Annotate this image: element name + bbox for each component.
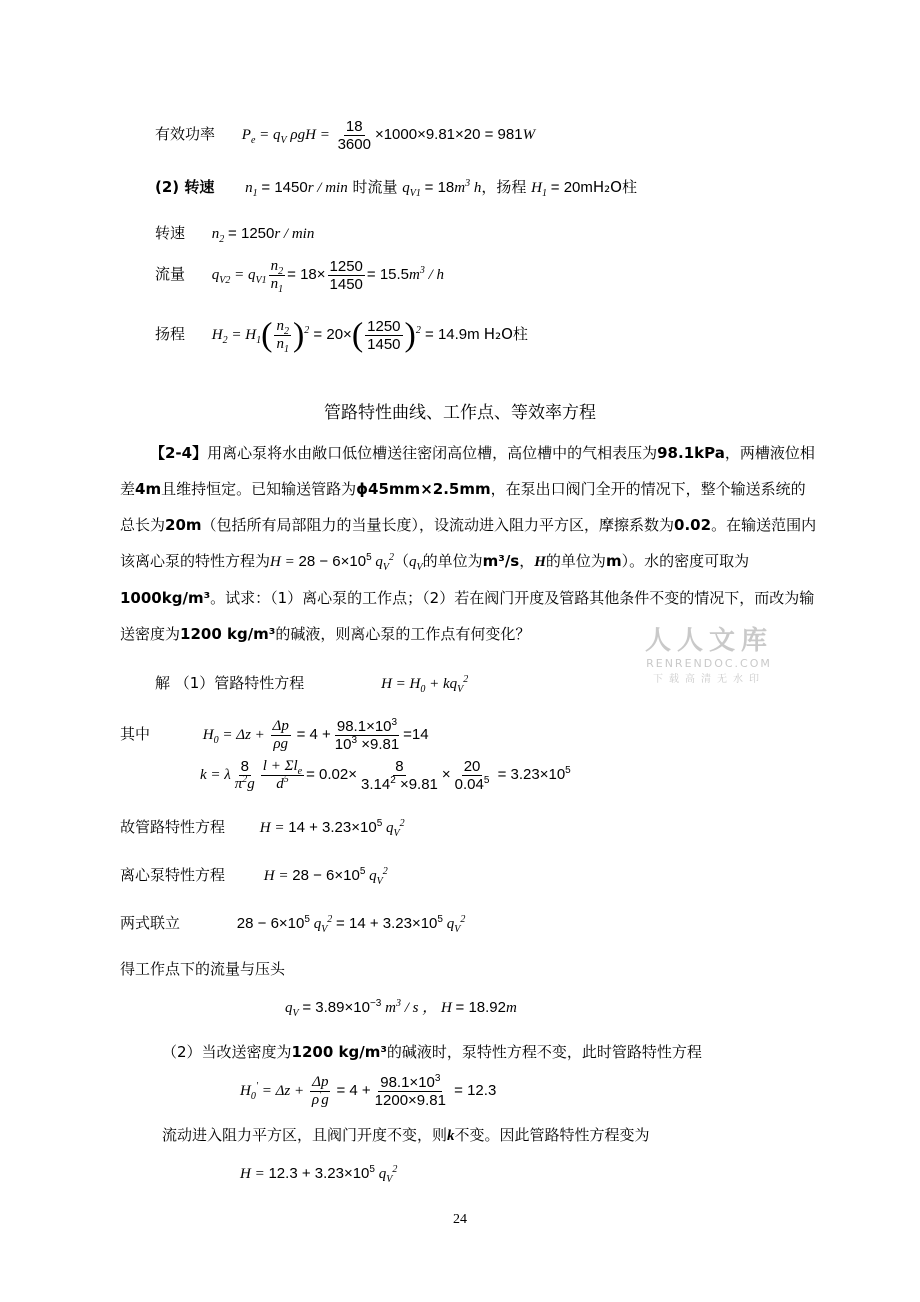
line-effective-power [155,118,535,153]
problem-pipe: ϕ45mm×2.5mm [356,480,491,498]
problem-text-10: 的单位为 [545,552,606,570]
line-part2 [162,1041,702,1062]
part2-text-c: 的碱液时，泵特性方程不变，此时管路特性方程 [386,1043,702,1061]
problem-text-6: 。在输送范围内该离心泵的特性方程为 [120,516,817,570]
problem-text-9: ， [519,552,535,570]
watermark-url: RENRENDOC.COM [646,657,772,670]
line-simultaneous: 两式联立 $28 - 6\times 10^5$ $q_V^2 = 14 + 3.23\times 10^5$ $q_V^2$ [120,914,466,935]
part2-density: 1200 kg/m³ [291,1043,387,1061]
page-number: 24 [453,1212,467,1227]
text-unit-h2o-2: H₂O柱 [483,324,528,343]
problem-density-2: 1200 kg/m³ [180,625,276,643]
text-unit-h2o-1: H₂O柱 [592,178,637,196]
line-h0-prime: $H_0' = \Delta z$ + $\frac{\Delta p}{\rho'g}$ = 4 + $\frac{98.1\times 10^3}{1200\times 9.81}$ = 12.3 [240,1073,497,1109]
label-pipeline-eq: 解 （1）管路特性方程 [155,674,305,692]
line-pump-eq: 离心泵特性方程 $H = 28 - 6\times 10^5$ $q_V^2$ [120,866,388,887]
problem-unit-1: m³/s [482,552,520,570]
label-speed-2: (2) 转速 [155,178,215,196]
label-pipeline-result: 故管路特性方程 [120,818,226,836]
problem-density: 1000kg/m³ [120,589,211,607]
label-flow: 流量 [155,264,186,283]
section-heading: 管路特性曲线、工作点、等效率方程 [324,403,596,423]
problem-text-3: 且维持恒定。已知输送管路为 [161,480,357,498]
problem-text-4: ，在泵出口阀门全开的情况下，整个输送系统的总长为 [120,480,806,534]
watermark-logo: 人人文库 [644,626,773,656]
problem-friction: 0.02 [674,516,712,534]
line-operating [120,958,285,979]
watermark-tagline: 下载高清无水印 [653,674,765,685]
part2-text-a: （2）当改送密度为 [162,1043,292,1061]
problem-text-13: 的碱液，则离心泵的工作点有何变化？ [275,625,531,643]
problem-paragraph: 【2-4】用离心泵将水由敞口低位槽送往密闭高位槽，高位槽中的气相表压为98.1kPa，两槽液位相差4m且维持恒定。已知输送管路为ϕ45mm×2.5mm，在泵出口阀门全开的情况下，整个输送系统的总长为20m（包括所有局部阻力的当量长度），设流动进入阻力平方区，摩擦系数为0.02。在输送范围内该离心泵的特性方程为$H = 28 - 6\times 10^5$ $q_V^2(q_V$的单位为m³/s，H的单位为m）。水的密度可取为1000kg/m³。试求：（1）离心泵的工作点；（2）若在阀门开度及管路其他条件不变的情况下，而改为输送密度为1200 kg/m³的碱液，则离心泵的工作点有何变化？ [120,444,817,643]
problem-text-8: 的单位为 [422,552,483,570]
line-resistance [162,1124,650,1145]
problem-text-12: 。试求：（1）离心泵的工作点；（2）若在阀门开度及管路其他条件不变的情况下，而改为输送密度为 [120,589,815,643]
problem-text-5: （包括所有局部阻力的当量长度），设流动进入阻力平方区，摩擦系数为 [201,516,675,534]
line-operating-values: $q_V = 3.89\times 10^{-3}$ $m^3$ / s ， H = 18.92m [285,998,517,1019]
label-operating: 得工作点下的流量与压头 [120,960,286,978]
label-simultaneous: 两式联立 [120,914,181,932]
label-where: 其中 [120,724,151,743]
line-k: k = λ $\frac{8}{\pi^2g}$ $\frac{l + \Sigma l_e}{d^5}$ = 0.02× $\frac{8}{3.14^2 \times 9.81}$ × $\frac{20}{0.04^5}$ = $3.23\times 10^5$ [200,758,571,793]
label-pump-eq: 离心泵特性方程 [120,866,226,884]
label-speed: 转速 [155,224,186,242]
line-flow: 流量 $q_{V2} = q_{V1}$ $\frac{n_2}{n_1}$ = 18× $\frac{1250}{1450}$ = $15.5m^3$ / h [155,258,445,295]
problem-text-11: ）。水的密度可取为 [621,552,750,570]
text-head-mid: ，扬程 [481,178,527,196]
problem-unit-2: m [605,552,622,570]
resistance-text-a: 流动进入阻力平方区，且阀门开度不变，则 [162,1126,448,1144]
line-speed-2: 转速 $n_2 = 1250r / \min$ [155,224,315,245]
problem-text-7: （ [393,552,409,570]
eq-power: $P_e = q_V$ ρgH = $\frac{18}{3600}$ ×1000×9.81×20 = 981W [241,118,536,153]
problem-tag: 【2-4】 [150,444,208,462]
label-head: 扬程 [155,324,186,343]
watermark [644,620,774,685]
line-h0: 其中 $H_0 = \Delta z$ + $\frac{\Delta p}{\rho g}$ = 4 + $\frac{98.1\times 10^3}{10^3 \times 9.81}$ =14 [120,717,429,753]
line-solution-1: 解 （1）管路特性方程 $H = H_0 + kq_V^2$ [155,674,469,695]
line-head: 扬程 $H_2 = H_1$( $\frac{n_2}{n_1}$ )$^2$ = 20×( $\frac{1250}{1450}$ )$^2$ = 14.9m H₂O柱 [155,316,528,355]
line-speed-1: (2) 转速 $n_1 = 1450r / \min$ 时流量 $q_{V1} = 18m^3$ h，扬程 $H_1 = 20mH_2O$柱 [155,178,637,199]
problem-length: 20m [165,516,202,534]
eq-pump-char: $H = 28 - 6\times 10^5$ $q_V^2$ [270,552,394,573]
problem-pressure: 98.1kPa [657,444,725,462]
line-pipeline-result: 故管路特性方程 $H = 14 + 3.23\times 10^5$ $q_V^2$ [120,818,405,839]
problem-h: H [534,554,546,570]
problem-text-1: 用离心泵将水由敞口低位槽送往密闭高位槽，高位槽中的气相表压为 [207,444,658,462]
line-final-eq: $H = 12.3 + 3.23\times 10^5$ $q_V^2$ [240,1164,398,1185]
problem-height: 4m [135,480,162,498]
label-effective-power: 有效功率 [155,124,216,143]
resistance-text-b: 不变。因此管路特性方程变为 [454,1126,650,1144]
resistance-k: k [447,1128,455,1144]
problem-text-2: ，两槽液位相差 [120,444,815,498]
text-flow-mid: 时流量 [352,178,398,196]
